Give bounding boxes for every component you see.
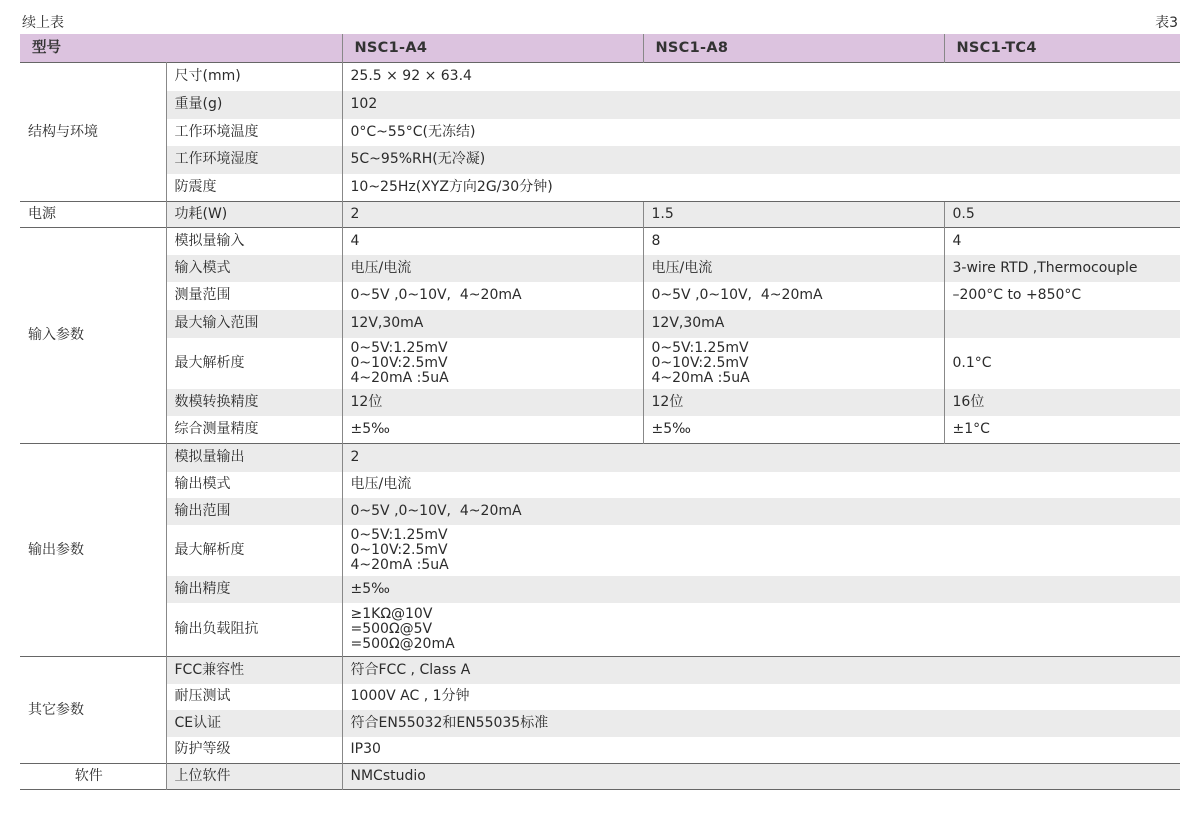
param-value — [643, 255, 944, 282]
value-text: –200°C to +850°C — [952, 287, 1082, 303]
param-value — [342, 657, 1180, 684]
group-label: 结构与环境 — [20, 63, 166, 202]
spec-row — [20, 498, 1180, 525]
value-text: 0~5V ,0~10V, 4~20mA — [350, 502, 522, 519]
value-text: 0.5 — [952, 206, 975, 222]
param-value — [342, 498, 1180, 525]
param-label: 测量范围 — [166, 282, 342, 310]
value-text: 16位 — [952, 393, 985, 410]
value-text: 电压/电流 — [350, 259, 412, 276]
param-label: 模拟量输出 — [166, 444, 342, 472]
param-value — [342, 146, 1180, 174]
param-value — [342, 174, 1180, 202]
value-text: NMCstudio — [350, 768, 426, 784]
value-text: 3-wire RTD ,Thermocouple — [952, 259, 1138, 276]
param-label: 输出范围 — [166, 498, 342, 525]
param-value — [342, 737, 1180, 764]
value-text: 12位 — [651, 393, 684, 410]
param-label: 上位软件 — [166, 764, 342, 790]
value-text: 符合EN55032和EN55035标准 — [350, 714, 549, 731]
value-text: 2 — [350, 206, 360, 222]
param-value — [342, 282, 643, 310]
value-text: 符合FCC , Class A — [350, 661, 471, 678]
param-value — [643, 389, 944, 416]
spec-row — [20, 576, 1180, 603]
param-label: 重量(g) — [166, 91, 342, 119]
spec-row — [20, 444, 1180, 472]
param-value — [643, 338, 944, 389]
value-text: 5C~95%RH(无冷凝) — [350, 151, 486, 167]
value-text: 10~25Hz(XYZ方向2G/30分钟) — [350, 178, 553, 195]
value-text: 12位 — [350, 393, 383, 410]
model-header-tc4: NSC1-TC4 — [944, 34, 1180, 63]
param-label: 数模转换精度 — [166, 389, 342, 416]
param-value — [643, 310, 944, 338]
param-value — [342, 764, 1180, 790]
param-label: 工作环境湿度 — [166, 146, 342, 174]
spec-row — [20, 764, 1180, 790]
param-label: 综合测量精度 — [166, 416, 342, 444]
spec-row — [20, 146, 1180, 174]
param-label: 最大解析度 — [166, 338, 342, 389]
spec-row — [20, 338, 1180, 389]
param-value — [944, 282, 1180, 310]
group-label: 软件 — [20, 764, 166, 790]
param-value — [342, 525, 1180, 576]
spec-row — [20, 174, 1180, 202]
spec-row — [20, 63, 1180, 91]
value-text: ±1°C — [952, 420, 990, 437]
param-label: 防护等级 — [166, 737, 342, 764]
value-text: 12V,30mA — [651, 315, 725, 331]
spec-row — [20, 310, 1180, 338]
value-text: 电压/电流 — [350, 476, 412, 492]
value-text: 0~5V ,0~10V, 4~20mA — [350, 287, 522, 303]
value-text: 8 — [651, 232, 661, 249]
model-header-a4: NSC1-A4 — [342, 34, 643, 63]
param-value — [342, 91, 1180, 119]
value-text: 4 — [952, 232, 962, 249]
param-label: 输出精度 — [166, 576, 342, 603]
param-label: 工作环境温度 — [166, 119, 342, 146]
param-value — [643, 202, 944, 228]
param-label: 输出负载阻抗 — [166, 603, 342, 657]
param-value — [944, 255, 1180, 282]
param-label: 模拟量输入 — [166, 228, 342, 255]
param-value — [342, 472, 1180, 498]
param-value — [342, 389, 643, 416]
param-value — [342, 338, 643, 389]
param-value — [342, 202, 643, 228]
value-text: 1.5 — [651, 206, 674, 222]
value-text: 0~5V:1.25mV 0~10V:2.5mV 4~20mA :5uA — [350, 339, 449, 386]
spec-row — [20, 119, 1180, 146]
value-text: 1000V AC , 1分钟 — [350, 688, 470, 704]
table-number: 表3 — [1155, 15, 1178, 31]
param-label: 输出模式 — [166, 472, 342, 498]
spec-row — [20, 228, 1180, 255]
param-value — [944, 338, 1180, 389]
model-label: 型号 — [20, 34, 342, 63]
param-value — [342, 416, 643, 444]
continued-caption: 续上表 — [22, 15, 64, 31]
param-label: FCC兼容性 — [166, 657, 342, 684]
param-label: 尺寸(mm) — [166, 63, 342, 91]
value-text: 25.5 × 92 × 63.4 — [350, 68, 472, 85]
param-value — [342, 444, 1180, 472]
param-value — [342, 228, 643, 255]
spec-row — [20, 202, 1180, 228]
value-text: 电压/电流 — [651, 259, 713, 276]
param-value — [643, 282, 944, 310]
param-value — [944, 228, 1180, 255]
value-text: ±5‰ — [350, 580, 390, 597]
param-value — [342, 710, 1180, 737]
group-label: 输入参数 — [20, 228, 166, 444]
spec-row — [20, 416, 1180, 444]
model-header-a8: NSC1-A8 — [643, 34, 944, 63]
spec-row — [20, 737, 1180, 764]
value-text: 2 — [350, 449, 360, 466]
param-value — [342, 63, 1180, 91]
spec-row — [20, 389, 1180, 416]
value-text: ±5‰ — [651, 420, 691, 437]
value-text: 0.1°C — [952, 354, 992, 371]
spec-row — [20, 282, 1180, 310]
param-value — [944, 310, 1180, 338]
param-value — [342, 684, 1180, 710]
param-value — [643, 228, 944, 255]
spec-row — [20, 603, 1180, 657]
param-value — [342, 310, 643, 338]
param-label: 耐压测试 — [166, 684, 342, 710]
param-label: CE认证 — [166, 710, 342, 737]
param-label: 功耗(W) — [166, 202, 342, 228]
spec-row — [20, 684, 1180, 710]
param-value — [342, 603, 1180, 657]
param-value — [944, 389, 1180, 416]
spec-table — [20, 34, 1180, 790]
param-value — [342, 576, 1180, 603]
group-label: 输出参数 — [20, 444, 166, 657]
value-text: 12V,30mA — [350, 315, 424, 331]
spec-row — [20, 657, 1180, 684]
group-label: 电源 — [20, 202, 166, 228]
param-label: 最大输入范围 — [166, 310, 342, 338]
value-text: ≥1KΩ@10V =500Ω@5V =500Ω@20mA — [350, 605, 455, 652]
value-text: 0~5V:1.25mV 0~10V:2.5mV 4~20mA :5uA — [651, 339, 750, 386]
param-value — [342, 255, 643, 282]
header-row — [20, 34, 1180, 63]
param-label: 输入模式 — [166, 255, 342, 282]
value-text: 0~5V ,0~10V, 4~20mA — [651, 287, 823, 303]
value-text: 4 — [350, 232, 360, 249]
spec-row — [20, 255, 1180, 282]
param-value — [342, 119, 1180, 146]
spec-row — [20, 710, 1180, 737]
value-text: 0°C~55°C(无冻结) — [350, 123, 476, 140]
value-text: IP30 — [350, 741, 381, 758]
param-label: 最大解析度 — [166, 525, 342, 576]
value-text: ±5‰ — [350, 420, 390, 437]
param-value — [643, 416, 944, 444]
param-value — [944, 202, 1180, 228]
spec-row — [20, 472, 1180, 498]
spec-row — [20, 91, 1180, 119]
group-label: 其它参数 — [20, 657, 166, 764]
spec-row — [20, 525, 1180, 576]
value-text: 102 — [350, 96, 378, 112]
value-text: 0~5V:1.25mV 0~10V:2.5mV 4~20mA :5uA — [350, 526, 449, 573]
param-value — [944, 416, 1180, 444]
param-label: 防震度 — [166, 174, 342, 202]
